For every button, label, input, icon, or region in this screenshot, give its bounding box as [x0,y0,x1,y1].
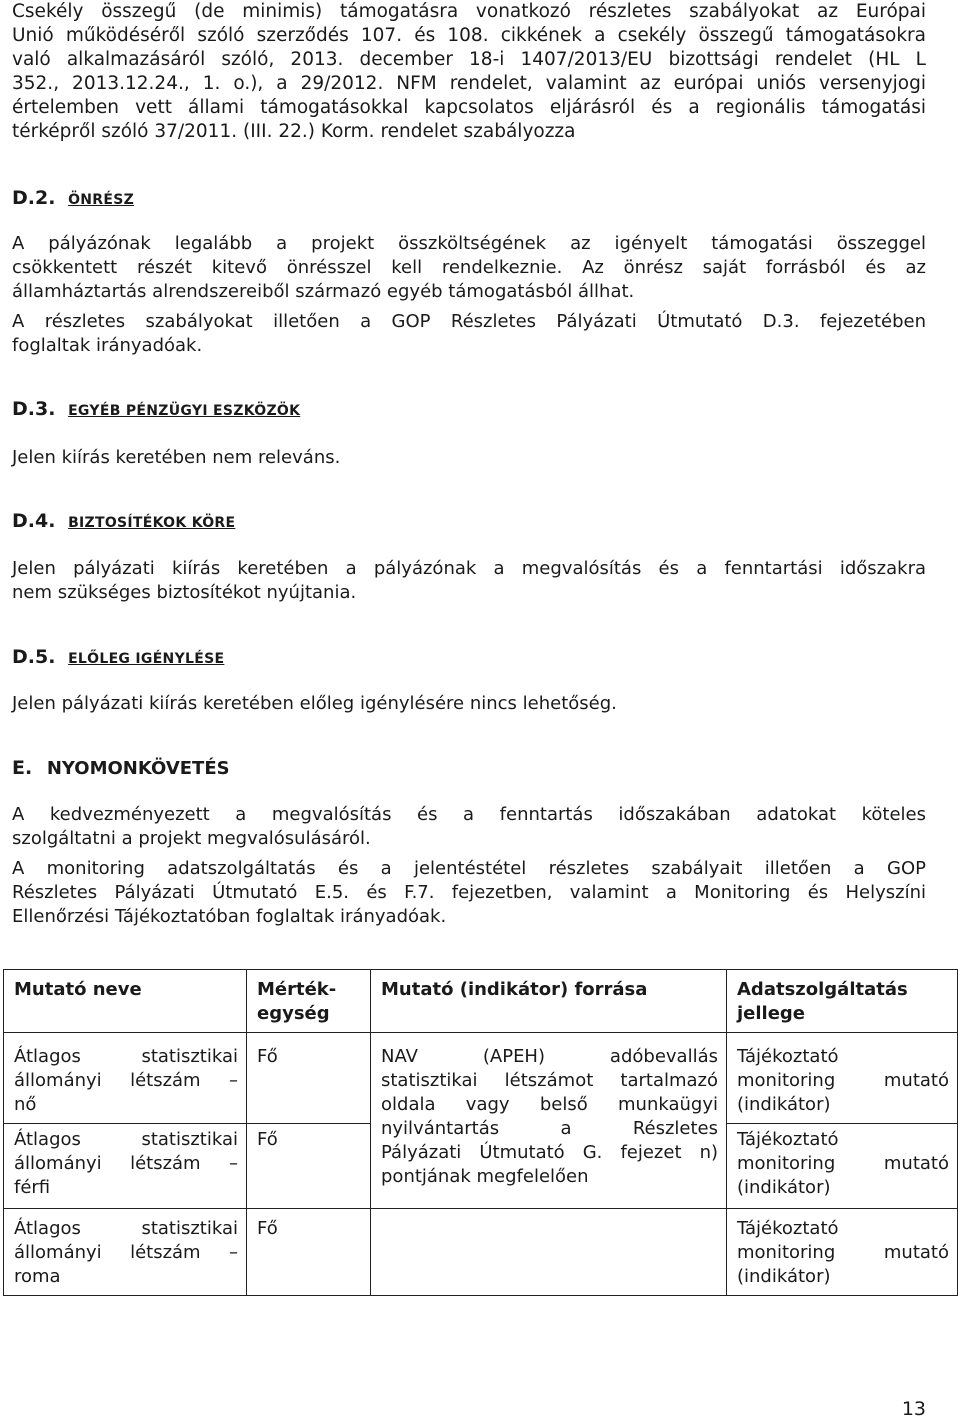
cell-line: nyilvántartás a Részletes [381,1118,718,1139]
header-source: Mutató (indikátor) forrása [371,970,727,1033]
cell-line: férfi [14,1177,51,1198]
section-heading-d4 [12,509,235,535]
cell-line: (indikátor) [737,1094,831,1115]
section-title: NYOMONKÖVETÉS [46,758,230,779]
cell-line: állományi létszám – [14,1153,238,1174]
indicator-name-cell [4,1124,247,1209]
cell-line: Tájékoztató [737,1046,839,1067]
section-title: EGYÉB PÉNZÜGYI ESZKÖZÖK [68,403,301,419]
cell-line: statisztikai létszámot tartalmazó [381,1070,718,1091]
cell-line: Tájékoztató [737,1129,839,1150]
header-data-type-line: jellege [737,1003,806,1024]
section-number: D.2. [12,187,56,209]
intro-line: 352., 2013.12.24., 1. o.), a 29/2012. NFM rendelet, valamint az európai uniós versenyjogi [12,73,926,94]
unit-cell: Fő [247,1033,371,1124]
indicator-table [3,969,958,1296]
header-unit [247,970,371,1033]
intro-line: Csekély összegű (de minimis) támogatásra vonatkozó részletes szabályokat az Európai [12,1,926,22]
d5-paragraph [12,692,926,716]
cell-line: állományi létszám – [14,1070,238,1091]
text-line: A részletes szabályokat illetően a GOP Részletes Pályázati Útmutató D.3. fejezetében [12,311,926,332]
text-line: Jelen kiírás keretében nem releváns. [12,447,341,468]
intro-line: értelemben vett állami támogatásokkal kapcsolatos eljárásról és a regionális támogatási [12,97,926,118]
cell-line: Pályázati Útmutató G. fejezet n) [381,1142,718,1163]
cell-line: roma [14,1266,61,1287]
cell-line: monitoring mutató [737,1153,949,1174]
cell-line: Átlagos statisztikai [14,1046,238,1067]
data-type-cell [727,1209,958,1296]
intro-line: való alkalmazásáról szóló, 2013. december 18-i 1407/2013/EU bizottsági rendelet (HL L [12,49,926,70]
text-line: Jelen pályázati kiírás keretében előleg igénylésére nincs lehetőség. [12,693,617,714]
section-number: D.5. [12,646,56,668]
unit-cell: Fő [247,1124,371,1209]
table-row [4,1209,958,1296]
cell-line: Átlagos statisztikai [14,1129,238,1150]
section-number: D.4. [12,510,56,532]
page-number: 13 [901,1398,926,1420]
e-paragraph-2 [12,857,926,929]
text-line: államháztartás alrendszereiből származó egyéb támogatásból állhat. [12,281,635,302]
section-title: ELŐLEG IGÉNYLÉSE [68,651,225,667]
cell-line: pontjának megfelelően [381,1166,589,1187]
header-data-type-line: Adatszolgáltatás [737,979,908,1000]
source-cell-empty [371,1209,727,1296]
text-line: foglaltak irányadóak. [12,335,203,356]
text-line: csökkentett részét kitevő önrésszel kell rendelkeznie. Az önrész saját forrásból és az [12,257,926,278]
section-heading-e [12,756,230,781]
text-line: Ellenőrzési Tájékoztatóban foglaltak irányadóak. [12,906,447,927]
header-unit-line: Mérték- [257,979,337,1000]
section-heading-d2 [12,186,134,212]
cell-line: állományi létszám – [14,1242,238,1263]
text-line: Jelen pályázati kiírás keretében a pályázónak a megvalósítás és a fenntartási időszakra [12,558,926,579]
indicator-name-cell [4,1209,247,1296]
intro-paragraph [12,0,926,144]
section-heading-d3 [12,397,300,423]
cell-line: (indikátor) [737,1177,831,1198]
section-heading-d5 [12,645,224,671]
header-indicator-name: Mutató neve [4,970,247,1033]
cell-line: (indikátor) [737,1266,831,1287]
text-line: A pályázónak legalább a projekt összköltségének az igényelt támogatási összeggel [12,233,926,254]
data-type-cell [727,1124,958,1209]
text-line: szolgáltatni a projekt megvalósulásáról. [12,828,371,849]
cell-line: oldala vagy belső munkaügyi [381,1094,718,1115]
source-cell [371,1033,727,1209]
cell-line: monitoring mutató [737,1070,949,1091]
section-number: E. [12,757,33,779]
d4-paragraph [12,557,926,605]
e-paragraph [12,803,926,851]
cell-line: monitoring mutató [737,1242,949,1263]
d3-paragraph [12,446,926,470]
intro-line: Unió működéséről szóló szerződés 107. és 108. cikkének a csekély összegű támogatásokra [12,25,926,46]
header-data-type [727,970,958,1033]
section-title: BIZTOSÍTÉKOK KÖRE [68,515,236,531]
data-type-cell [727,1033,958,1124]
cell-line: Tájékoztató [737,1218,839,1239]
section-title: ÖNRÉSZ [68,192,135,208]
table-header-row [4,970,958,1033]
unit-cell: Fő [247,1209,371,1296]
text-line: nem szükséges biztosítékot nyújtania. [12,582,357,603]
cell-line: Átlagos statisztikai [14,1218,238,1239]
cell-line: NAV (APEH) adóbevallás [381,1046,718,1067]
cell-line: nő [14,1094,37,1115]
table-row [4,1033,958,1124]
intro-line: térképről szóló 37/2011. (III. 22.) Korm. rendelet szabályozza [12,121,576,142]
indicator-name-cell [4,1033,247,1124]
d2-paragraph [12,232,926,304]
text-line: A kedvezményezett a megvalósítás és a fenntartás időszakában adatokat köteles [12,804,926,825]
text-line: Részletes Pályázati Útmutató E.5. és F.7. fejezetben, valamint a Monitoring és Helyszíni [12,882,926,903]
header-unit-line: egység [257,1003,330,1024]
text-line: A monitoring adatszolgáltatás és a jelentéstétel részletes szabályait illetően a GOP [12,858,926,879]
d2-paragraph-2 [12,310,926,358]
section-number: D.3. [12,398,56,420]
